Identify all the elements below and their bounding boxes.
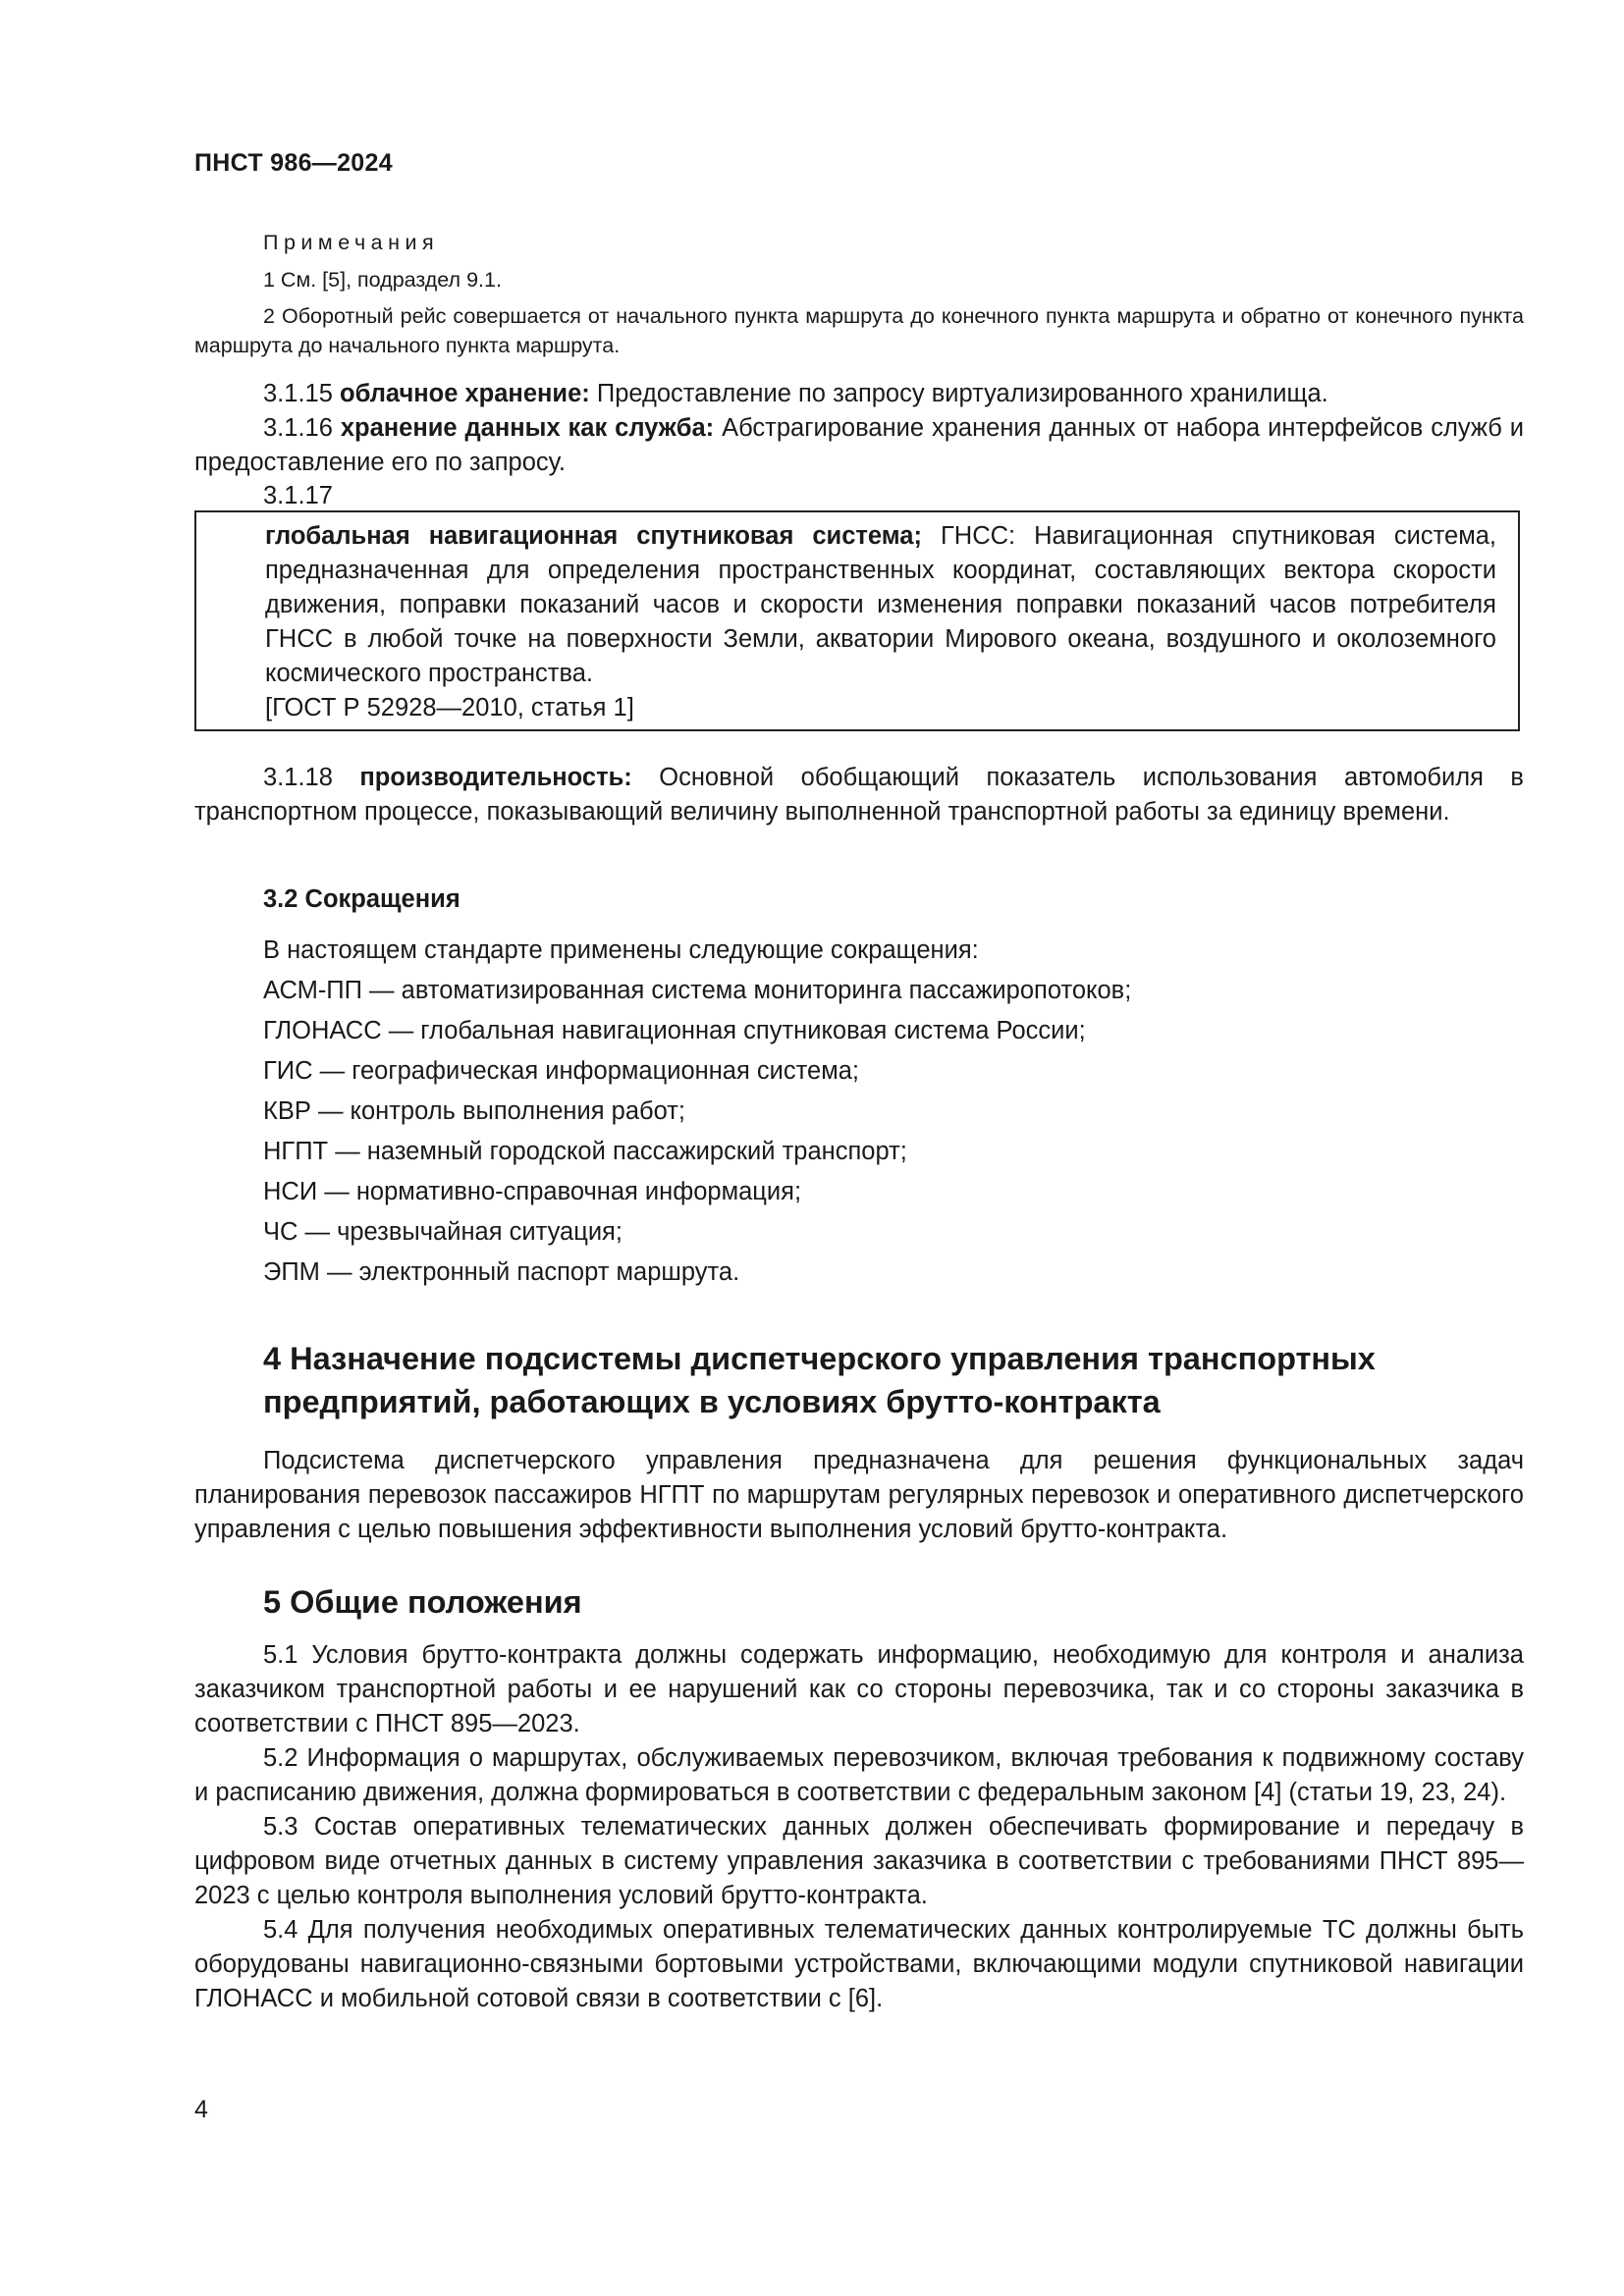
term-3-1-18 <box>194 761 1524 829</box>
abbreviation-item: ЧС — чрезвычайная ситуация; <box>263 1218 623 1246</box>
clause-5-2: 5.2 Информация о маршрутах, обслуживаемых перевозчиком, включая требования к подвижному составу и расписанию движения, должна формироваться в соответствии с федеральным законом [4] (статьи 19, 23, 24). <box>194 1744 1524 1806</box>
term-definition: Абстрагирование хранения данных от набора интерфейсов служб и предоставление его по запросу. <box>194 414 1524 476</box>
term-definition: ГНСС: Навигационная спутниковая система, предназначенная для определения пространственных координат, составляющих вектора скорости движения, поправки показаний часов и скорости изменения поправки показаний часов потребителя ГНСС в любой точке на поверхности Земли, акватории Мирового океана, воздушного и околоземного космического пространства. <box>265 522 1496 687</box>
term-name: производительность: <box>359 764 632 791</box>
section-4-heading <box>263 1337 1540 1423</box>
term-3-1-17-number-block <box>194 479 1524 513</box>
note-1-block <box>194 265 1524 294</box>
section-4-text: Подсистема диспетчерского управления предназначена для решения функциональных задач планирования перевозок пассажиров НГПТ по маршрутам регулярных перевозок и оперативного диспетчерского управления с целью повышения эффективности выполнения условий брутто-контракта. <box>194 1447 1524 1543</box>
term-number: 3.1.17 <box>263 482 333 509</box>
abbreviation-item: АСМ-ПП — автоматизированная система мониторинга пассажиропотоков; <box>263 977 1132 1004</box>
abbreviation-item: ГИС — географическая информационная система; <box>263 1057 859 1085</box>
document-code-header: ПНСТ 986—2024 <box>194 149 393 177</box>
clause-5-1: 5.1 Условия брутто-контракта должны содержать информацию, необходимую для контроля и анализа заказчиком транспортной работы и ее нарушений как со стороны перевозчика, так и со стороны заказчика в соответствии с ПНСТ 895—2023. <box>194 1641 1524 1737</box>
note-2: 2 Оборотный рейс совершается от начального пункта маршрута до конечного пункта маршрута и обратно от конечного пункта маршрута до начального пункта маршрута. <box>194 304 1524 357</box>
section-4-heading-line-1: 4 Назначение подсистемы диспетчерского управления транспортных <box>263 1341 1376 1376</box>
notes-title: Примечания <box>263 231 440 254</box>
abbreviations-intro: В настоящем стандарте применены следующие сокращения: <box>263 936 979 964</box>
note-2-block <box>194 301 1524 360</box>
abbreviation-item: НГПТ — наземный городской пассажирский транспорт; <box>263 1138 907 1165</box>
clause-5-3: 5.3 Состав оперативных телематических данных должен обеспечивать формирование и передачу в цифровом виде отчетных данных в систему управления заказчика в соответствии с требованиями ПНСТ 895—2023 с целью контроля выполнения условий брутто-контракта. <box>194 1813 1524 1909</box>
page-number: 4 <box>194 2096 208 2123</box>
term-number: 3.1.18 <box>263 764 333 791</box>
term-source: [ГОСТ Р 52928—2010, статья 1] <box>265 694 634 721</box>
term-number: 3.1.15 <box>263 380 333 407</box>
section-4-heading-line-2: предприятий, работающих в условиях брутто-контракта <box>263 1384 1161 1419</box>
abbreviation-item: ЭПМ — электронный паспорт маршрута. <box>263 1258 740 1286</box>
notes-block <box>194 228 1524 257</box>
section-5-heading: 5 Общие положения <box>263 1584 582 1620</box>
term-3-1-15 <box>194 377 1524 411</box>
abbreviations-heading: 3.2 Сокращения <box>263 885 460 913</box>
term-name: хранение данных как служба: <box>340 414 715 442</box>
term-3-1-16 <box>194 411 1524 480</box>
term-definition: Основной обобщающий показатель использования автомобиля в транспортном процессе, показывающий величину выполненной транспортной работы за единицу времени. <box>194 764 1524 826</box>
term-definition-box <box>194 510 1520 731</box>
term-number: 3.1.16 <box>263 414 333 442</box>
note-1: 1 См. [5], подраздел 9.1. <box>263 268 502 292</box>
section-4-paragraph <box>194 1444 1524 1547</box>
section-5-paragraphs <box>194 1638 1524 2016</box>
abbreviation-item: ГЛОНАСС — глобальная навигационная спутниковая система России; <box>263 1017 1086 1044</box>
abbreviation-item: КВР — контроль выполнения работ; <box>263 1097 686 1125</box>
clause-5-4: 5.4 Для получения необходимых оперативных телематических данных контролируемые ТС должны быть оборудованы навигационно-связными бортовыми устройствами, включающими модули спутниковой навигации ГЛОНАСС и мобильной сотовой связи в соответствии с [6]. <box>194 1916 1524 2012</box>
term-definition: Предоставление по запросу виртуализированного хранилища. <box>596 380 1328 407</box>
term-name: облачное хранение: <box>340 380 590 407</box>
abbreviation-item: НСИ — нормативно-справочная информация; <box>263 1178 802 1205</box>
term-name: глобальная навигационная спутниковая система; <box>265 522 922 550</box>
